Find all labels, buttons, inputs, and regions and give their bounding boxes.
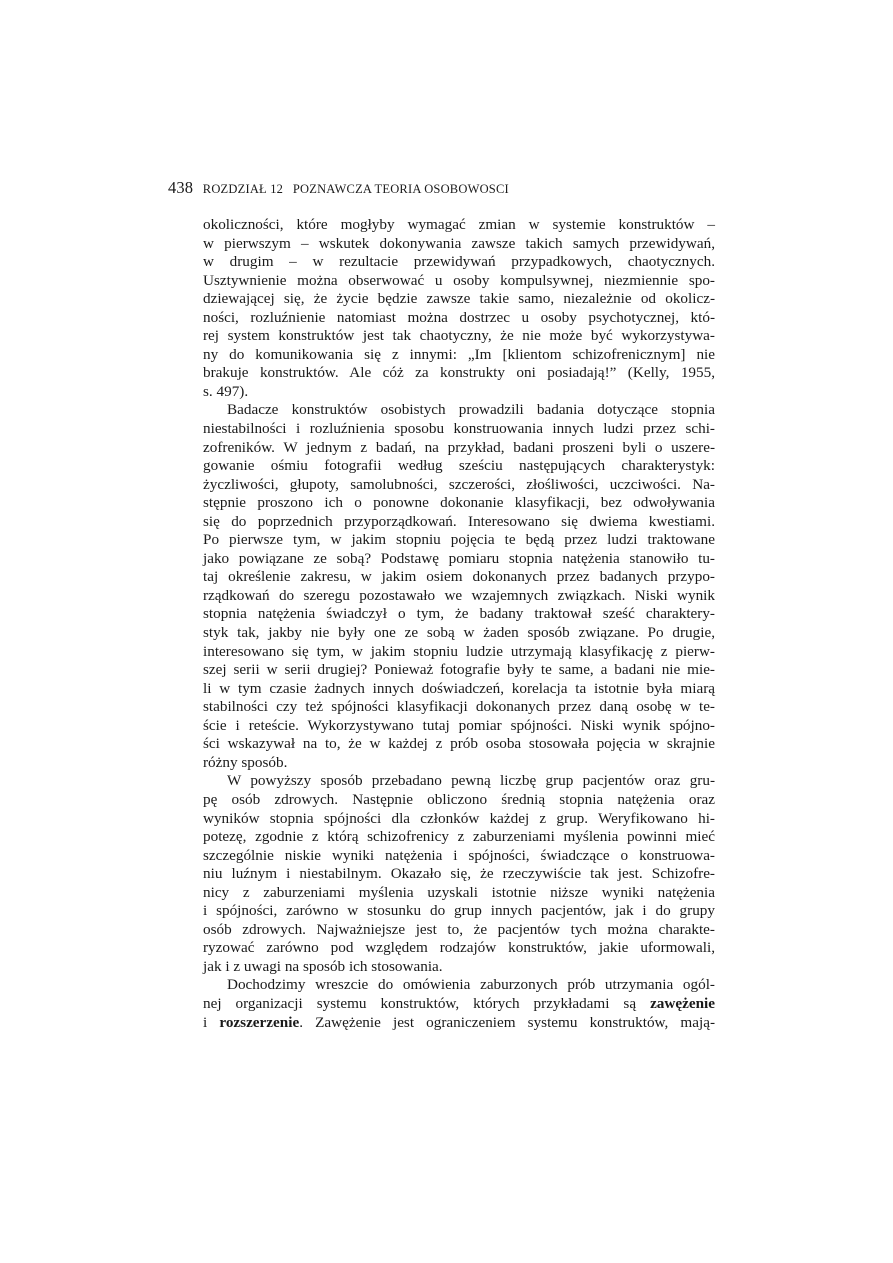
text-line: interesowano się tym, w jakim stopniu ludzie utrzymają klasyfikację z pierw- — [203, 642, 715, 660]
text-line: rej system konstruktów jest tak chaotyczny, że nie może być wykorzystywa- — [203, 327, 715, 345]
chapter-label: ROZDZIAŁ 12 — [202, 182, 284, 196]
text-line: szczególnie niskie wyniki natężenia i spójności, świadczące o konstruowa- — [203, 846, 715, 864]
text-line: taj określenie zakresu, w jakim osiem dokonanych przez badanych przypo- — [203, 568, 715, 586]
text-line: niu luźnym i niestabilnym. Okazało się, że rzeczywiście tak jest. Schizofre- — [203, 865, 715, 883]
text-line: w drugim – w rezultacie przewidywań przypadkowych, chaotycznych. — [203, 253, 715, 271]
text-line: stopnia natężenia świadczył o tym, że badany traktował sześć charaktery- — [203, 605, 715, 623]
paragraph-start: W powyższy sposób przebadano pewną liczbę grup pacjentów oraz gru- — [227, 772, 715, 790]
text-line: Usztywnienie można obserwować u osoby kompulsywnej, niezmiennie spo- — [203, 271, 715, 289]
text-line: jako powiązane ze sobą? Podstawę pomiaru stopnia natężenia stanowiło tu- — [203, 549, 715, 567]
text-line: stępnie proszono ich o ponowne dokonanie klasyfikacji, bez odwoływania — [203, 494, 715, 512]
text-line: pę osób zdrowych. Następnie obliczono średnią stopnia natężenia oraz — [203, 790, 715, 808]
text-line: potezę, zgodnie z którą schizofrenicy z zaburzeniami myślenia powinni mieć — [203, 828, 715, 846]
text-line: ny do komunikowania się z innymi: „Im [klientom schizofrenicznym] nie — [203, 345, 715, 363]
paragraph-start: Dochodzimy wreszcie do omówienia zaburzonych prób utrzymania ogól- — [227, 976, 715, 994]
text-line: niestabilności i rozluźnienia sposobu konstruowania innych ludzi przez schi- — [203, 420, 715, 438]
text-line: ści wskazywał na to, że w każdej z prób osoba stosowała pojęcia w skrajnie — [203, 735, 715, 753]
text-line: brakuje konstruktów. Ale cóż za konstrukty oni posiadają!” (Kelly, 1955, — [203, 364, 715, 382]
text-line: wyników stopnia spójności dla członków każdej z grup. Weryfikowano hi- — [203, 809, 715, 827]
text-line: styk tak, jakby nie były one ze sobą w żaden sposób związane. Po drugie, — [203, 624, 715, 642]
text-line — [203, 1014, 715, 1033]
text-line: i spójności, zarówno w stosunku do grup innych pacjentów, jak i do grupy — [203, 902, 715, 920]
term-dilation: rozszerzenie — [219, 1013, 300, 1031]
text-line: li w tym czasie żadnych innych doświadczeń, korelacja ta istotnie była miarą — [203, 679, 715, 697]
text-line: okoliczności, które mogłyby wymagać zmian w systemie konstruktów – — [203, 216, 715, 233]
text-line: zofreników. W jednym z badań, na przykład, badani proszeni byli o uszere- — [203, 438, 715, 456]
body-text — [203, 216, 715, 1032]
term-narrowing: zawężenie — [650, 994, 715, 1012]
text-line: się do poprzednich przyporządkowań. Interesowano się dwiema kwestiami. — [203, 512, 715, 530]
text-line: ryzować zarówno pod względem rodzajów konstruktów, jakie uformowali, — [203, 939, 715, 957]
text-line: ście i reteście. Wykorzystywano tutaj pomiar spójności. Niski wynik spójno- — [203, 716, 715, 734]
text-line: szej serii w serii drugiej? Ponieważ fotografie były te same, a badani nie mie- — [203, 661, 715, 679]
text-line: osób zdrowych. Najważniejsze jest to, że pacjentów tych można charakte- — [203, 920, 715, 938]
text-line: jak i z uwagi na sposób ich stosowania. — [203, 957, 443, 975]
text-line: gowanie ośmiu fotografii według sześciu następujących charakterystyk: — [203, 457, 715, 475]
text-fragment: i — [203, 1013, 208, 1031]
text-line: nicy z zaburzeniami myślenia uzyskali istotnie niższe wyniki natężenia — [203, 883, 715, 901]
text-line: życzliwości, głupoty, samolubności, szczerości, złośliwości, uczciwości. Na- — [203, 475, 715, 493]
text-line: dziewającej się, że życie będzie zawsze takie samo, niezależnie od okolicz- — [203, 290, 715, 308]
text-line: stabilności czy też spójności klasyfikacji dokonanych przez daną osobę w te- — [203, 698, 715, 716]
text-line — [203, 995, 715, 1014]
text-fragment: . Zawężenie jest ograniczeniem systemu konstruktów, mają- — [299, 1013, 715, 1031]
text-fragment: nej organizacji systemu konstruktów, których przykładami są — [203, 994, 637, 1012]
chapter-title: POZNAWCZA TEORIA OSOBOWOSCI — [292, 182, 509, 196]
text-line: s. 497). — [203, 382, 249, 400]
page-number: 438 — [168, 178, 194, 197]
text-line: różny sposób. — [203, 753, 288, 771]
text-line: w pierwszym – wskutek dokonywania zawsze takich samych przewidywań, — [203, 234, 715, 252]
text-line: rządkowań do szeregu pozostawało we wzajemnych związkach. Niski wynik — [203, 586, 715, 604]
text-line: Po pierwsze tym, w jakim stopniu pojęcia te będą przez ludzi traktowane — [203, 531, 715, 549]
text-line: ności, rozluźnienie natomiast można dostrzec u osoby psychotycznej, któ- — [203, 308, 715, 326]
paragraph-start: Badacze konstruktów osobistych prowadzili badania dotyczące stopnia — [227, 401, 715, 419]
running-head — [168, 178, 509, 198]
